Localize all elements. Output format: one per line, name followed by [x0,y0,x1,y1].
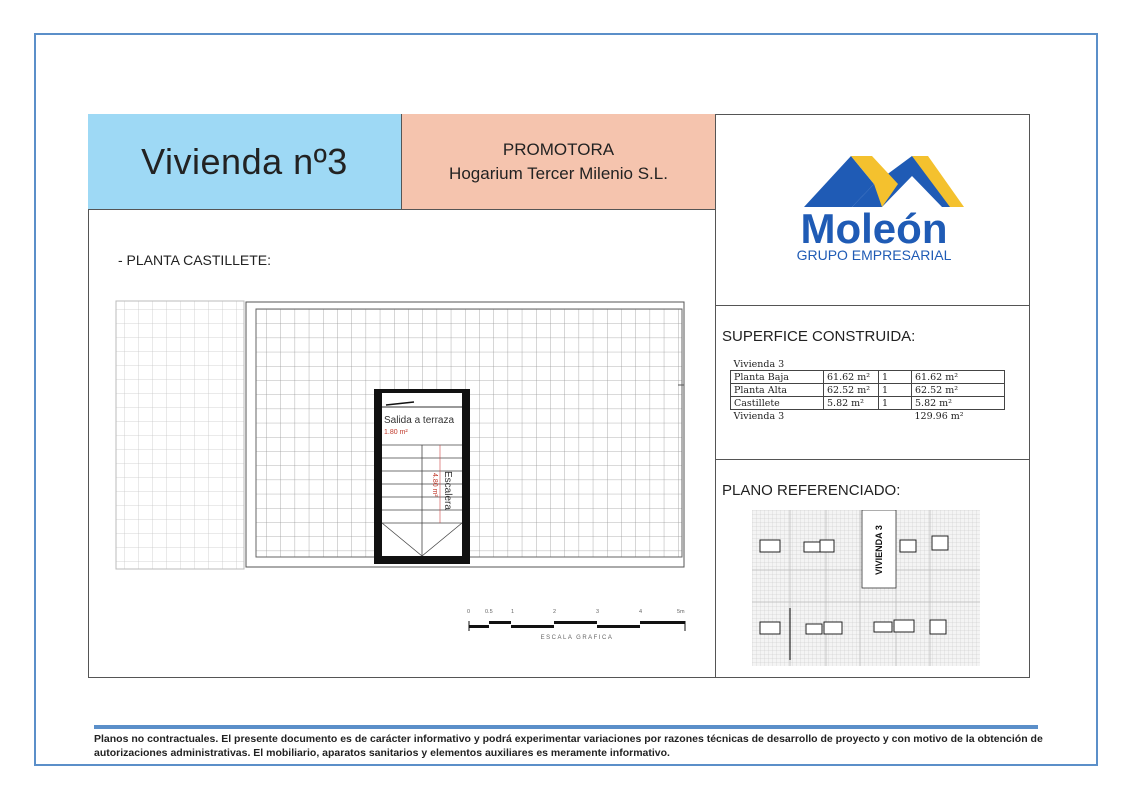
svg-text:0: 0 [467,609,471,615]
svg-text:0.5: 0.5 [485,609,493,615]
room-area-salida: 1.80 m² [384,429,408,436]
room-name-escalera: Escalera [442,471,453,510]
table-total-row: Vivienda 3 129.96 m² [733,410,964,422]
svg-text:ESCALA GRAFICA: ESCALA GRAFICA [540,635,614,640]
promotora-name: Hogarium Tercer Milenio S.L. [449,163,668,183]
room-name-salida: Salida a terraza [384,415,455,426]
superficie-table [730,358,1005,422]
reference-plan [752,510,980,666]
table-row: Planta Alta 62.52 m² 1 62.52 m² [731,384,1005,397]
page-title: Vivienda nº3 [141,140,348,182]
superficie-heading: SUPERFICE CONSTRUIDA: [722,328,916,345]
logo-cell [716,114,1030,306]
svg-text:2: 2 [553,609,557,615]
neighbour-terrace [116,301,244,569]
svg-text:5m: 5m [677,609,685,615]
referenciado-heading: PLANO REFERENCIADO: [722,482,901,499]
vivienda-3-tag: VIVIENDA 3 [874,525,884,575]
promotora-label: PROMOTORA [502,139,615,159]
table-header-row: Vivienda 3 [733,358,785,370]
logo-tagline: GRUPO EMPRESARIAL [796,247,952,263]
planta-label: - PLANTA CASTILLETE: [118,252,272,268]
superficie-cell [716,306,1030,460]
moleon-logo [716,114,1030,306]
title-cell [88,114,402,210]
logo-brand: Moleón [800,205,948,252]
referenciado-cell [716,460,1030,678]
svg-text:3: 3 [596,609,600,615]
graphic-scale [467,609,685,640]
svg-text:4: 4 [639,609,643,615]
table-row: Planta Baja 61.62 m² 1 61.62 m² [731,371,1005,384]
footer-disclaimer: Planos no contractuales. El presente documento es de carácter informativo y podrá experimentar variaciones por razones técnicas de desarrollo de proyecto y con motivo de la obtención de autorizaciones administrativas. El mobiliario, aparatos sanitarios y elementos auxiliares es meramente informativo. [94,733,1043,759]
svg-text:1: 1 [511,609,515,615]
table-row: Castillete 5.82 m² 1 5.82 m² [731,397,1005,410]
floor-plan [110,295,710,640]
promotora-cell [402,114,716,210]
room-area-escalera: 4.80 m² [431,473,438,497]
footer-bar [94,725,1038,729]
